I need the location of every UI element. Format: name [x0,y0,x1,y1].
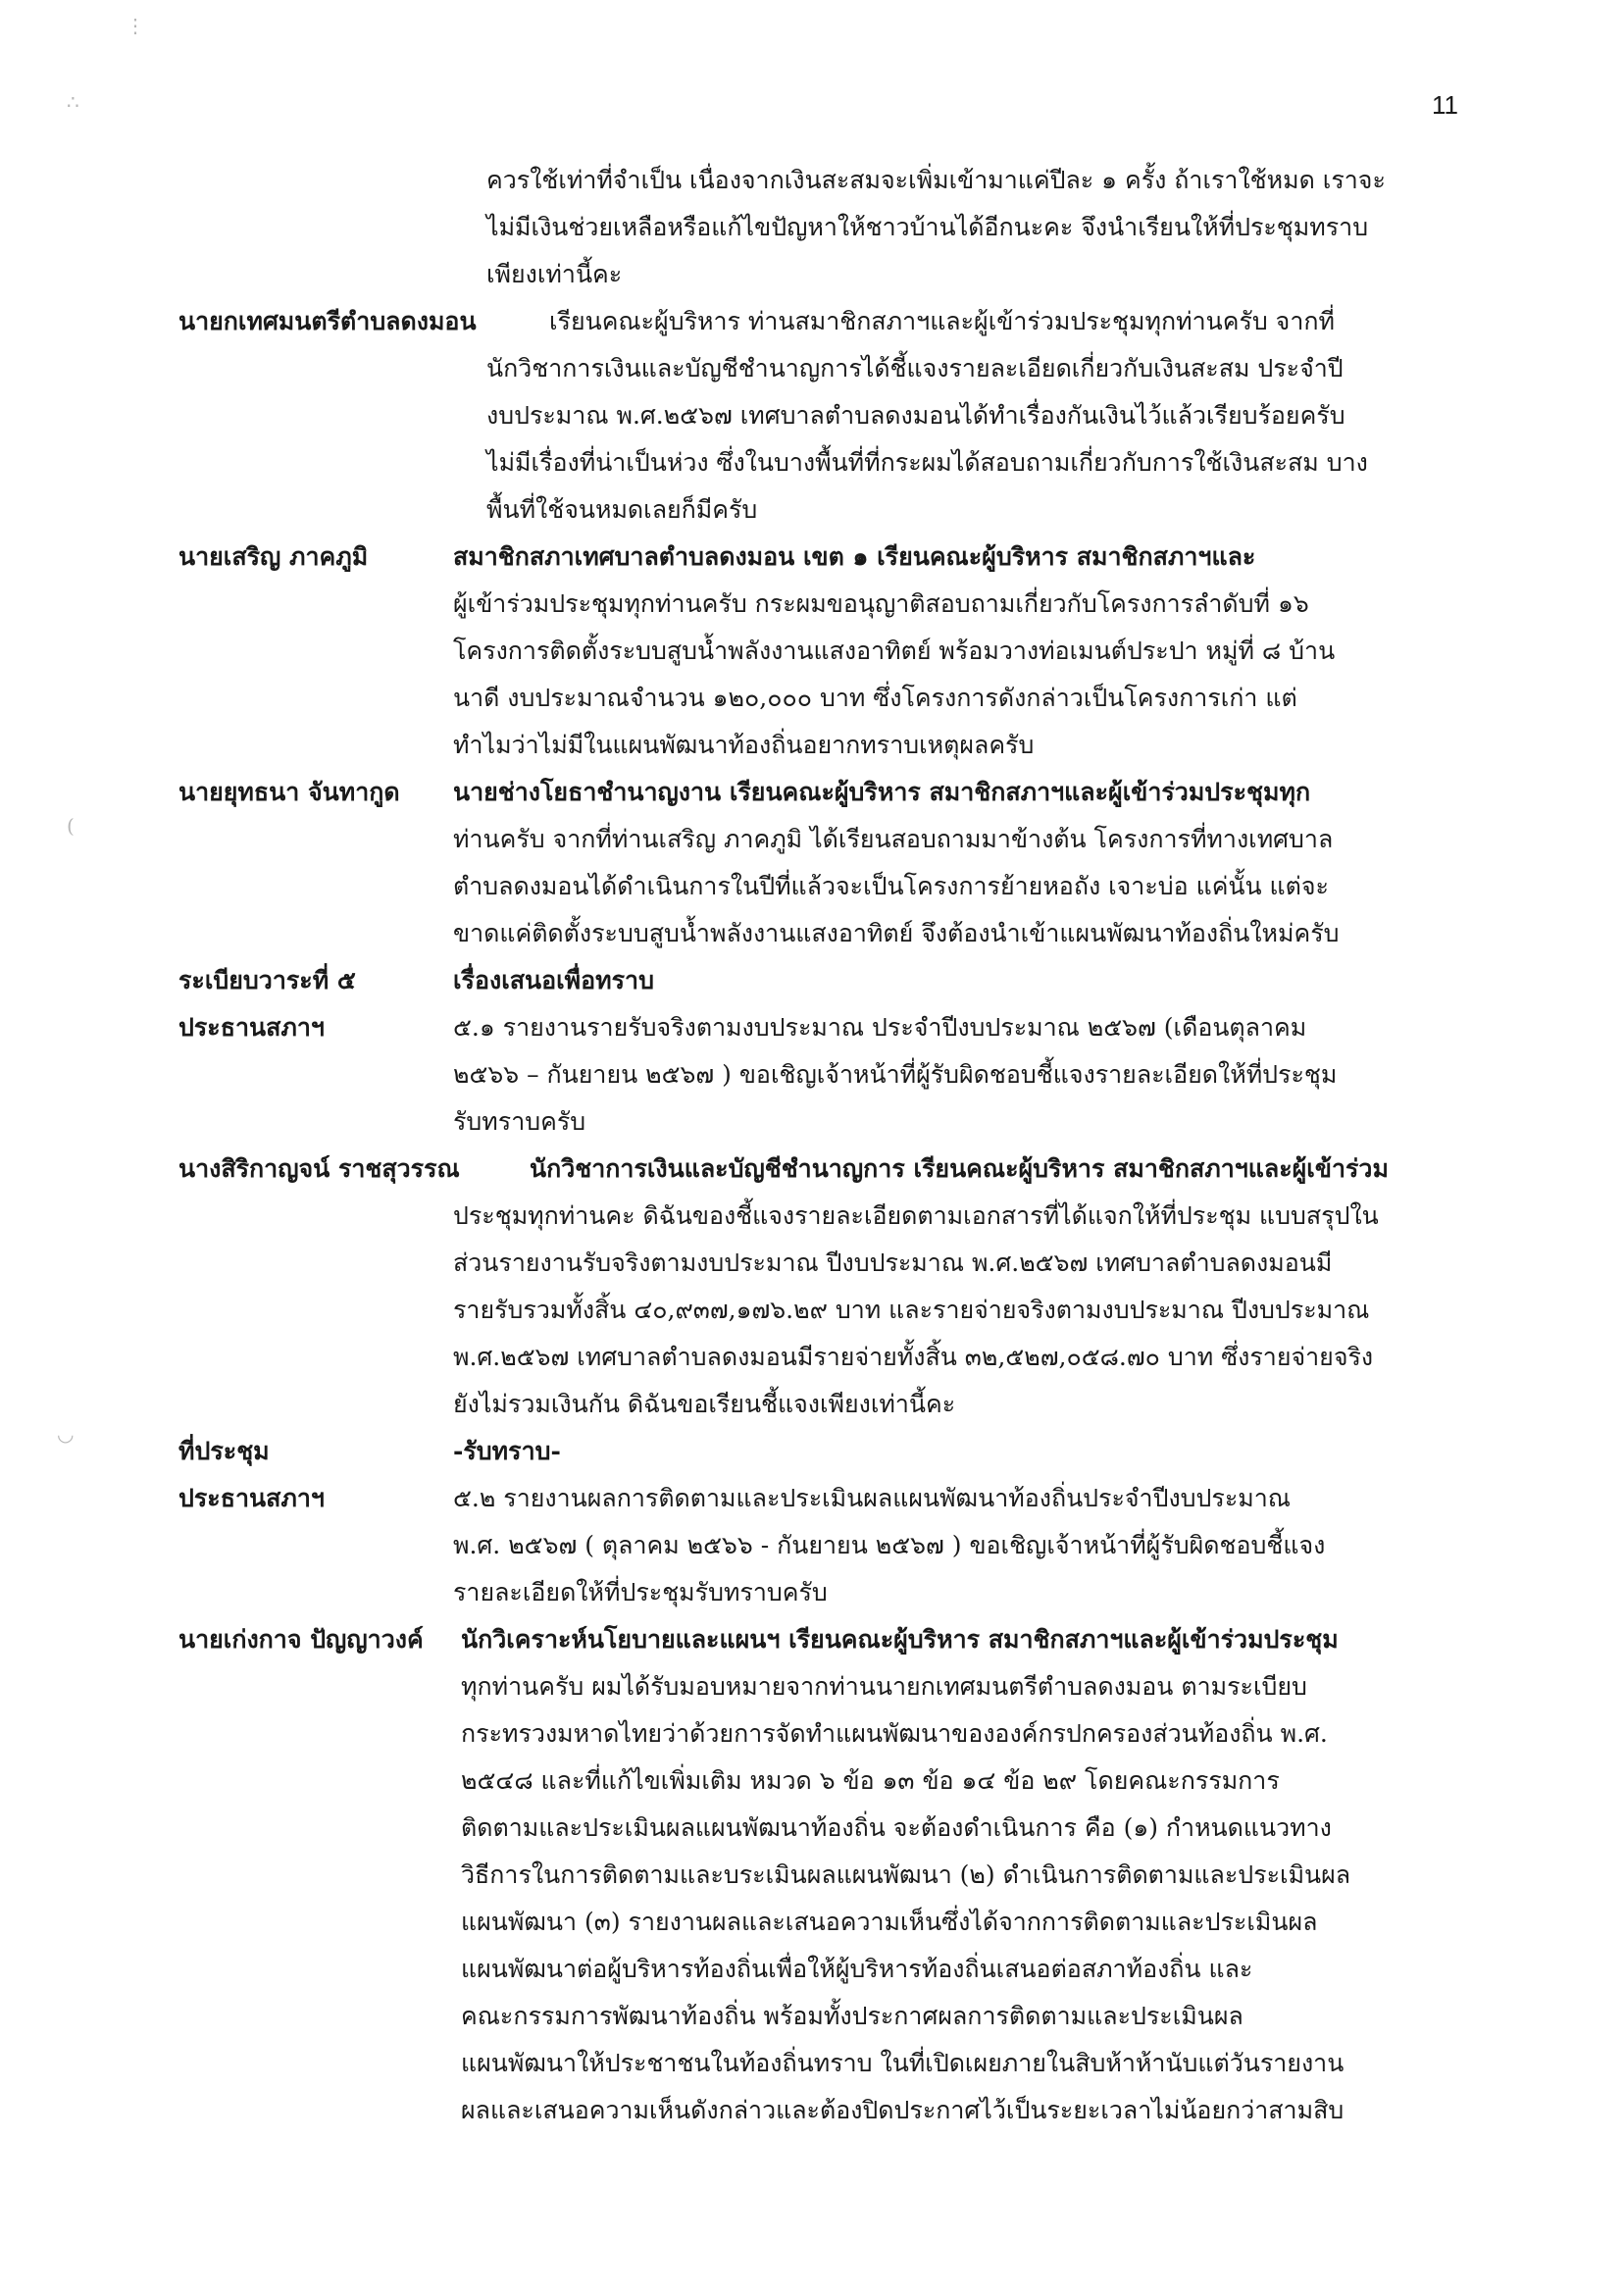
line-text: เพียงเท่านี้คะ [486,260,623,288]
line-text: ขาดแค่ติดตั้งระบบสูบน้ำพลังงานแสงอาทิตย์ จึงต้องนำเข้าแผนพัฒนาท้องถิ่นใหม่ครับ [453,919,1340,947]
speaker-label: นายเสริญ ภาคภูมิ [178,542,369,571]
minutes-line [0,392,1624,439]
minutes-line [0,1522,1624,1569]
minutes-line [0,251,1624,298]
line-text: ไม่มีเงินช่วยเหลือหรือแก้ไขปัญหาให้ชาวบ้านได้อีกนะคะ จึงนำเรียนให้ที่ประชุมทราบ [486,213,1369,241]
minutes-line [0,2040,1624,2087]
line-text: คณะกรรมการพัฒนาท้องถิ่น พร้อมทั้งประกาศผลการติดตามและประเมินผล [461,2002,1243,2030]
minutes-line [0,1146,1624,1193]
minutes-line [0,1475,1624,1522]
minutes-line [0,816,1624,863]
minutes-line [0,863,1624,910]
line-text: พ.ศ. ๒๕๖๗ ( ตุลาคม ๒๕๖๖ - กันยายน ๒๕๖๗ ) ขอเชิญเจ้าหน้าที่ผู้รับผิดชอบชี้แจง [453,1531,1326,1559]
scan-speck: ∴ [67,90,79,114]
line-text: พ.ศ.๒๕๖๗ เทศบาลตำบลดงมอนมีรายจ่ายทั้งสิ้น ๓๒,๕๒๗,๐๕๘.๗๐ บาท ซึ่งรายจ่ายจริง [453,1343,1374,1371]
minutes-line [0,1993,1624,2040]
line-text: ผลและเสนอความเห็นดังกล่าวและต้องปิดประกาศไว้เป็นระยะเวลาไม่น้อยกว่าสามสิบ [461,2096,1345,2124]
line-text: นายช่างโยธาชำนาญงาน เรียนคณะผู้บริหาร สมาชิกสภาฯและผู้เข้าร่วมประชุมทุก [453,778,1311,806]
agenda-item-label: ระเบียบวาระที่ ๕ [178,966,356,994]
speaker-label: นายกเทศมนตรีตำบลดงมอน [178,307,477,335]
line-text: นาดี งบประมาณจำนวน ๑๒๐,๐๐๐ บาท ซึ่งโครงการดังกล่าวเป็นโครงการเก่า แต่ [453,684,1297,712]
scan-speck: ◡ [57,1422,75,1446]
minutes-line [0,1334,1624,1381]
line-text: ทำไมว่าไม่มีในแผนพัฒนาท้องถิ่นอยากทราบเหตุผลครับ [453,731,1035,759]
line-text: ทุกท่านครับ ผมได้รับมอบหมายจากท่านนายกเทศมนตรีตำบลดงมอน ตามระเบียบ [461,1672,1307,1701]
minutes-line [0,2087,1624,2134]
line-text: ๕.๒ รายงานผลการติดตามและประเมินผลแผนพัฒนาท้องถิ่นประจำปีงบประมาณ [453,1484,1291,1512]
line-text: ผู้เข้าร่วมประชุมทุกท่านครับ กระผมขอนุญาติสอบถามเกี่ยวกับโครงการลำดับที่ ๑๖ [453,589,1309,618]
minutes-line [0,1569,1624,1616]
minutes-line [0,1428,1624,1475]
minutes-line [0,722,1624,769]
line-text: สมาชิกสภาเทศบาลตำบลดงมอน เขต ๑ เรียนคณะผู้บริหาร สมาชิกสภาฯและ [453,542,1256,571]
minutes-line [0,1287,1624,1334]
minutes-line [0,1710,1624,1758]
line-text: ส่วนรายงานรับจริงตามงบประมาณ ปีงบประมาณ พ.ศ.๒๕๖๗ เทศบาลตำบลดงมอนมี [453,1248,1333,1277]
line-text: ไม่มีเรื่องที่น่าเป็นห่วง ซึ่งในบางพื้นที่ที่กระผมได้สอบถามเกี่ยวกับการใช้เงินสะสม บาง [486,448,1368,477]
minutes-line [0,675,1624,722]
line-text: วิธีการในการติดตามและบระเมินผลแผนพัฒนา (๒) ดำเนินการติดตามและประเมินผล [461,1860,1351,1889]
line-text: ควรใช้เท่าที่จำเป็น เนื่องจากเงินสะสมจะเพิ่มเข้ามาแค่ปีละ ๑ ครั้ง ถ้าเราใช้หมด เราจะ [486,166,1386,194]
minutes-line [0,1616,1624,1663]
speaker-label: นางสิริกาญจน์ ราชสุวรรณ [178,1154,460,1183]
minutes-line [0,439,1624,486]
line-text: โครงการติดตั้งระบบสูบน้ำพลังงานแสงอาทิตย์ พร้อมวางท่อเมนต์ประปา หมู่ที่ ๘ บ้าน [453,637,1336,665]
minutes-line [0,204,1624,251]
minutes-line [0,1098,1624,1146]
line-text: ๕.๑ รายงานรายรับจริงตามงบประมาณ ประจำปีงบประมาณ ๒๕๖๗ (เดือนตุลาคม [453,1013,1307,1042]
line-text: กระทรวงมหาดไทยว่าด้วยการจัดทำแผนพัฒนาขององค์กรปกครองส่วนท้องถิ่น พ.ศ. [461,1719,1328,1748]
minutes-line [0,1004,1624,1051]
line-text: แผนพัฒนาต่อผู้บริหารท้องถิ่นเพื่อให้ผู้บริหารท้องถิ่นเสนอต่อสภาท้องถิ่น และ [461,1955,1253,1983]
speaker-label: นายยุทธนา จันทากูด [178,778,400,806]
minutes-line [0,298,1624,345]
line-text: รายรับรวมทั้งสิ้น ๔๐,๙๓๗,๑๗๖.๒๙ บาท และรายจ่ายจริงตามงบประมาณ ปีงบประมาณ [453,1296,1370,1324]
line-text: แผนพัฒนาให้ประชาชนในท้องถิ่นทราบ ในที่เปิดเผยภายในสิบห้าห้านับแต่วันรายงาน [461,2049,1345,2077]
scan-speck: ( [67,814,75,838]
speaker-label: นายเก่งกาจ ปัญญาวงค์ [178,1625,424,1654]
line-text: รายละเอียดให้ที่ประชุมรับทราบครับ [453,1578,828,1606]
minutes-line [0,534,1624,581]
line-text: ประชุมทุกท่านคะ ดิฉันของชี้แจงรายละเอียดตามเอกสารที่ได้แจกให้ที่ประชุม แบบสรุปใน [453,1201,1379,1230]
speaker-label: ที่ประชุม [178,1437,270,1465]
agenda-topic: เรื่องเสนอเพื่อทราบ [453,966,654,994]
minutes-line [0,1852,1624,1899]
line-text: ยังไม่รวมเงินกัน ดิฉันขอเรียนชี้แจงเพียงเท่านี้คะ [453,1390,956,1418]
page-number: 11 [1432,90,1458,120]
minutes-line [0,581,1624,628]
line-text: ท่านครับ จากที่ท่านเสริญ ภาคภูมิ ได้เรียนสอบถามมาข้างต้น โครงการที่ทางเทศบาล [453,825,1334,853]
minutes-line [0,910,1624,957]
minutes-line [0,1240,1624,1287]
line-text: ๒๕๖๖ – กันยายน ๒๕๖๗ ) ขอเชิญเจ้าหน้าที่ผู้รับผิดชอบชี้แจงรายละเอียดให้ที่ประชุม [453,1060,1338,1089]
resolution-text: -รับทราบ- [453,1437,561,1465]
minutes-line [0,1663,1624,1710]
line-text: เรียนคณะผู้บริหาร ท่านสมาชิกสภาฯและผู้เข้าร่วมประชุมทุกท่านครับ จากที่ [549,307,1335,335]
line-text: งบประมาณ พ.ศ.๒๕๖๗ เทศบาลตำบลดงมอนได้ทำเรื่องกันเงินไว้แล้วเรียบร้อยครับ [486,401,1345,430]
minutes-line [0,1381,1624,1428]
minutes-line [0,157,1624,204]
minutes-line [0,1758,1624,1805]
scan-speck: ⋮ [126,14,145,37]
minutes-line [0,1051,1624,1098]
minutes-line [0,769,1624,816]
line-text: แผนพัฒนา (๓) รายงานผลและเสนอความเห็นซึ่งได้จากการติดตามและประเมินผล [461,1908,1318,1936]
minutes-line [0,1193,1624,1240]
line-text: ตำบลดงมอนได้ดำเนินการในปีที่แล้วจะเป็นโครงการย้ายหอถัง เจาะบ่อ แค่นั้น แต่จะ [453,872,1329,900]
line-text: นักวิชาการเงินและบัญชีชำนาญการได้ชี้แจงรายละเอียดเกี่ยวกับเงินสะสม ประจำปี [486,354,1344,382]
line-text: นักวิเคราะห์นโยบายและแผนฯ เรียนคณะผู้บริหาร สมาชิกสภาฯและผู้เข้าร่วมประชุม [461,1625,1339,1654]
line-text: ติดตามและประเมินผลแผนพัฒนาท้องถิ่น จะต้องดำเนินการ คือ (๑) กำหนดแนวทาง [461,1813,1332,1842]
line-text: รับทราบครับ [453,1107,586,1136]
line-text: นักวิชาการเงินและบัญชีชำนาญการ เรียนคณะผู้บริหาร สมาชิกสภาฯและผู้เข้าร่วม [530,1154,1389,1183]
minutes-line [0,957,1624,1004]
line-text: ๒๕๔๘ และที่แก้ไขเพิ่มเติม หมวด ๖ ข้อ ๑๓ ข้อ ๑๔ ข้อ ๒๙ โดยคณะกรรมการ [461,1766,1280,1795]
line-text: พื้นที่ใช้จนหมดเลยก็มีครับ [486,495,758,524]
minutes-line [0,628,1624,675]
minutes-line [0,1946,1624,1993]
speaker-label: ประธานสภาฯ [178,1013,325,1042]
minutes-line [0,345,1624,392]
speaker-label: ประธานสภาฯ [178,1484,325,1512]
minutes-line [0,1805,1624,1852]
minutes-line [0,1899,1624,1946]
minutes-line [0,486,1624,534]
